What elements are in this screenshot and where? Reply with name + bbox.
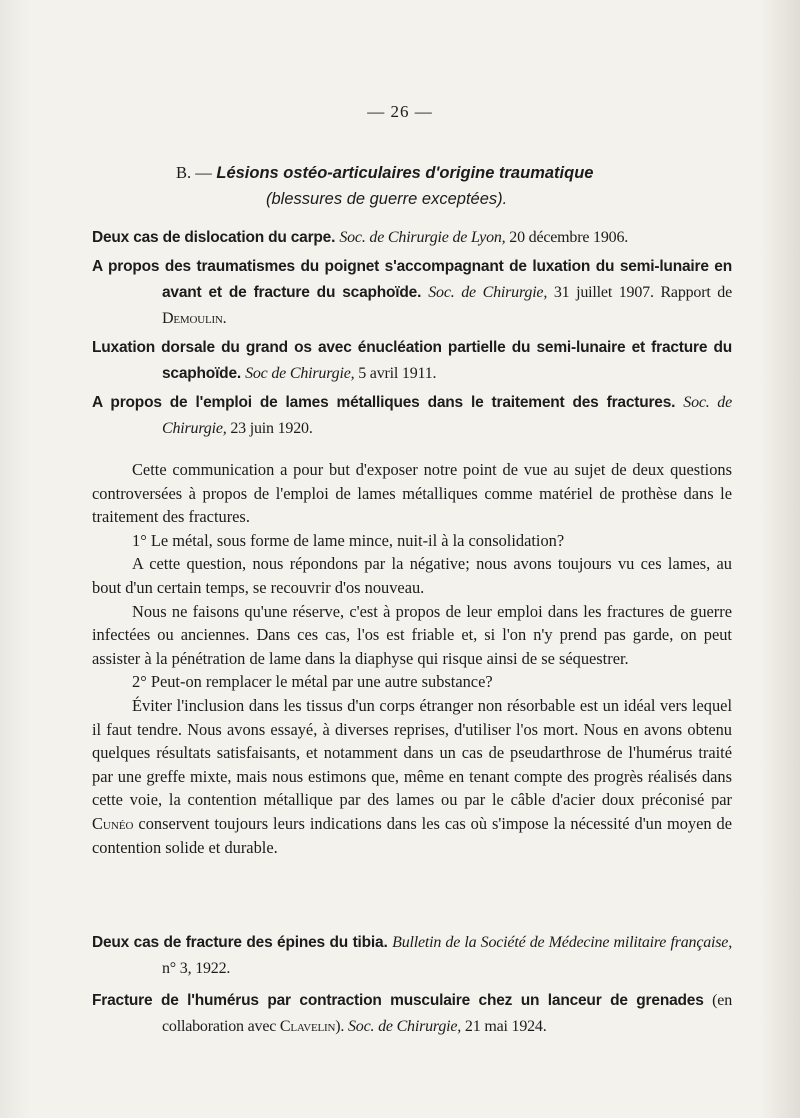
paragraph: Cette communication a pour but d'exposer notre point de vue au sujet de deux questions controversées à propos de l'emploi de lames métalliques comme matériel de prothèse dans le traitement des fractures. — [92, 460, 732, 527]
entry-journal: Bulletin de la Société de Médecine militaire française, — [392, 934, 732, 951]
entry-date: 21 mai 1924. — [461, 1018, 547, 1035]
entry-date: 20 décembre 1906. — [505, 229, 629, 246]
paragraph-text: Éviter l'inclusion dans les tissus d'un corps étranger non résorbable est un idéal vers lequel il faut tendre. Nous avons essayé, à diverses reprises, d'utiliser l'os mort. Nous en avons obtenu quelques résultats satisfaisants, et notamment dans un cas de pseudarthrose de l'humérus traité par une greffe mixte, mais nous estimons que, même en tenant compte des progrès réalisés dans cette voie, la contention métallique par des lames ou par le câble d'acier doux préconisé par — [92, 695, 732, 810]
entry-title: Deux cas de fracture des épines du tibia. — [92, 934, 388, 951]
bibliography-entry — [92, 390, 732, 442]
entry-title: A propos des traumatismes du poignet s'accompagnant de luxation du semi-lunaire en avant et de fracture du scaphoïde. — [92, 258, 732, 301]
bibliography-list — [92, 930, 732, 1046]
section-title: Lésions ostéo-articulaires d'origine traumatique — [216, 164, 594, 182]
entry-title: A propos de l'emploi de lames métalliques dans le traitement des fractures. — [92, 394, 676, 411]
paragraph-text: conservent toujours leurs indications dans les cas où s'impose la nécessité d'un moyen de contention solide et durable. — [92, 813, 732, 857]
page-number: — 26 — — [367, 102, 433, 121]
paragraph: A cette question, nous répondons par la négative; nous avons toujours vu ces lames, au bout d'un certain temps, se recouvrir d'os nouveau. — [92, 554, 732, 597]
paragraph: 1° Le métal, sous forme de lame mince, nuit-il à la consolidation? — [132, 530, 565, 550]
entry-date: 23 juin 1920. — [226, 420, 313, 437]
entry-title: Luxation dorsale du grand os avec énucléation partielle du semi-lunaire et fracture du scaphoïde. — [92, 339, 732, 382]
entry-collab-close: ). — [335, 1018, 345, 1035]
entry-journal: Soc. de Chirurgie de Lyon, — [339, 229, 506, 246]
body-text — [92, 458, 732, 859]
bibliography-entry — [92, 335, 732, 387]
entry-journal: Soc de Chirurgie, — [245, 365, 355, 382]
entry-author: Demoulin. — [162, 310, 227, 327]
bibliography-entry — [92, 254, 732, 332]
entry-title: Deux cas de dislocation du carpe. — [92, 229, 336, 246]
entry-journal: Soc. de Chirurgie, — [162, 394, 732, 437]
section-letter: B. — — [176, 163, 212, 182]
entry-date: 31 juillet 1907. Rapport de — [547, 284, 732, 301]
entry-author: Clavelin — [279, 1018, 336, 1035]
section-heading — [176, 160, 736, 212]
paragraph — [92, 694, 732, 859]
paragraph: 2° Peut-on remplacer le métal par une autre substance? — [132, 672, 493, 692]
entry-journal: Soc. de Chirurgie, — [428, 284, 548, 301]
section-subtitle: (blessures de guerre exceptées). — [266, 190, 508, 208]
author-name: Cunéo — [92, 813, 134, 833]
entry-journal: Soc. de Chirurgie, — [347, 1018, 462, 1035]
bibliography-entry — [92, 225, 732, 251]
bibliography-list — [92, 225, 732, 445]
entry-date: 5 avril 1911. — [354, 365, 437, 382]
bibliography-entry — [92, 930, 732, 982]
entry-date: n° 3, 1922. — [162, 960, 231, 977]
bibliography-entry — [92, 988, 732, 1040]
paragraph: Nous ne faisons qu'une réserve, c'est à propos de leur emploi dans les fractures de guerre infectées ou anciennes. Dans ces cas, l'os est friable et, si l'on n'y prend pas garde, on peut assister à la pénétration de lame dans la diaphyse qui risque ainsi de se séquestrer. — [92, 601, 732, 668]
entry-collab: (en collaboration avec — [162, 992, 733, 1035]
entry-title: Fracture de l'humérus par contraction musculaire chez un lanceur de grenades — [92, 992, 704, 1009]
